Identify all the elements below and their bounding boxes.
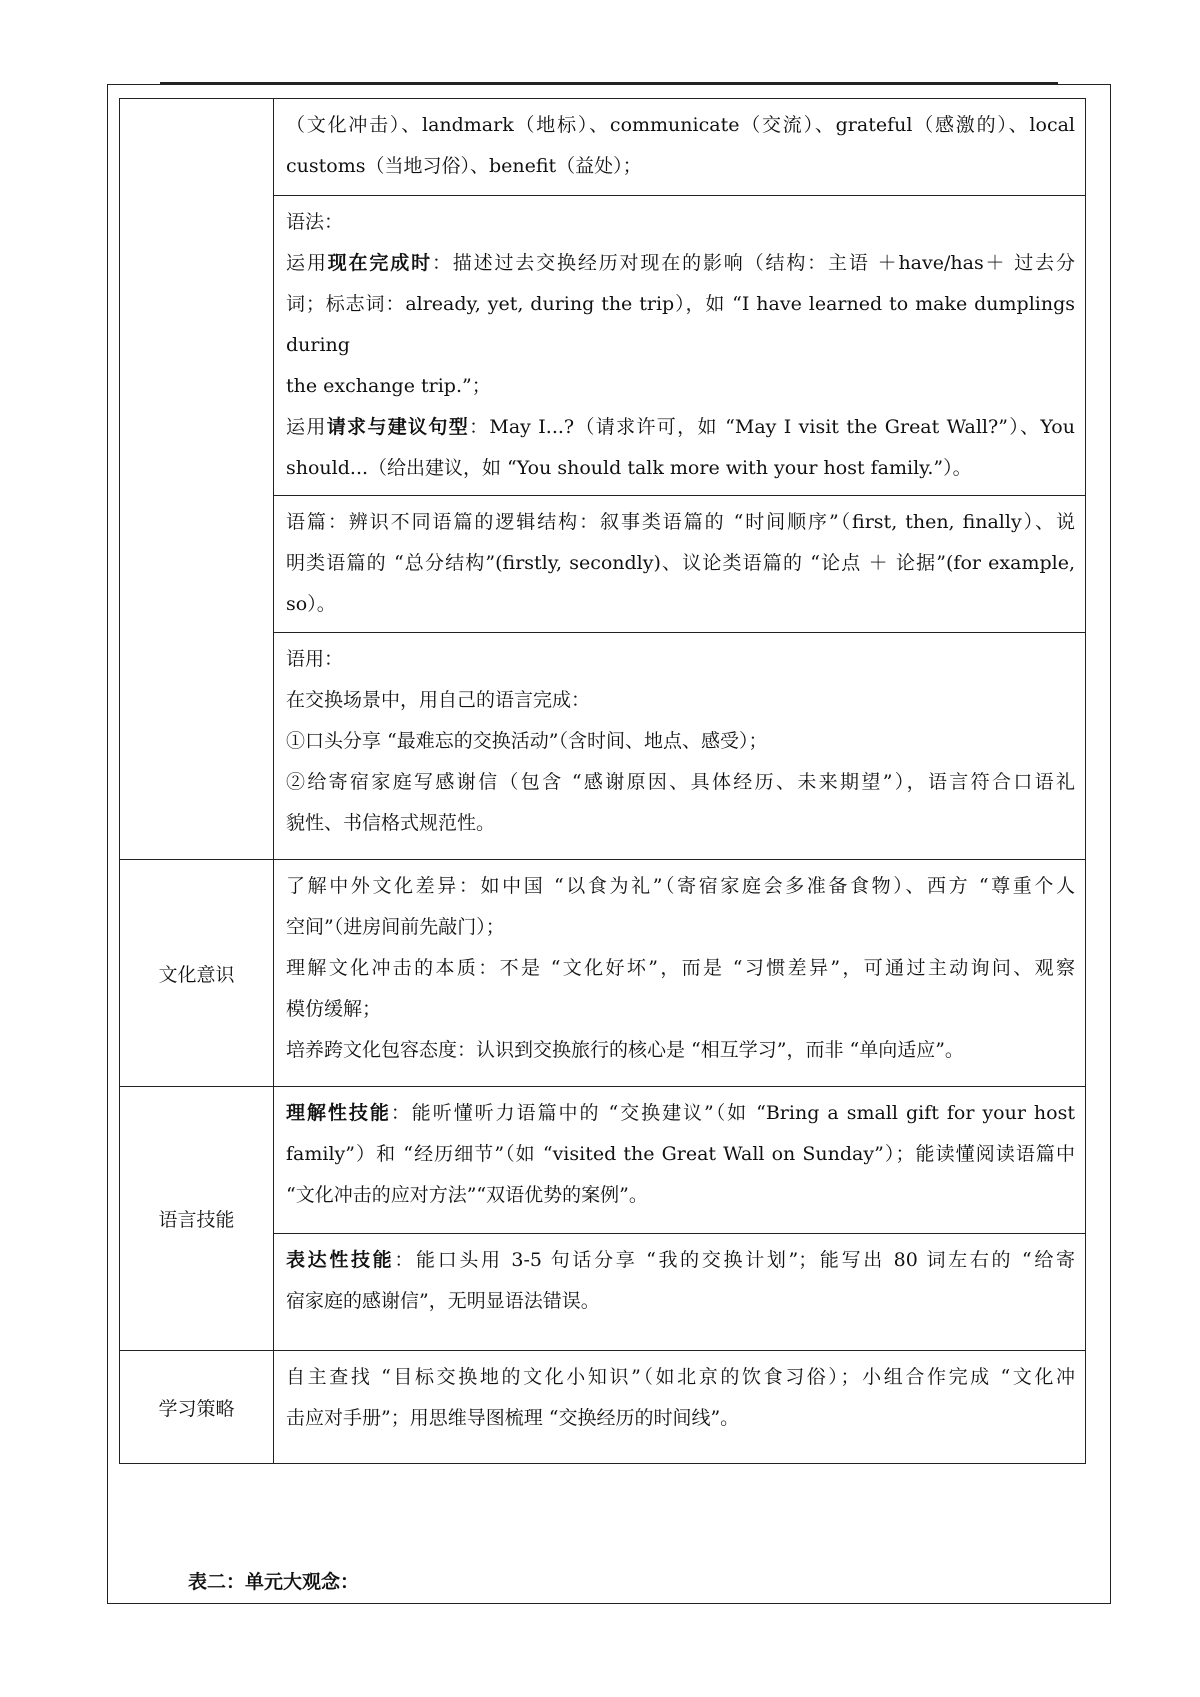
- table-2-caption: 表二：单元大观念：: [188, 1571, 360, 1593]
- vocab-line-2: customs（当地习俗）、benefit（益处）；: [286, 155, 642, 177]
- strategy-cell: [274, 1351, 1086, 1464]
- discourse-line-2: 明类语篇的 “总分结构”(firstly, secondly)、议论类语篇的 “论点 ＋ 论据”(for example,: [286, 552, 1075, 574]
- culture-line-2: 空间”（进房间前先敲门）；: [286, 916, 505, 938]
- pragmatics-line-3: ②给寄宿家庭写感谢信（包含 “感谢原因、具体经历、未来期望”），语言符合口语礼: [286, 771, 1075, 793]
- vocabulary-cell: [274, 99, 1086, 196]
- skills-comp-rest: ：能听懂听力语篇中的 “交换建议”（如 “Bring a small gift for your host: [390, 1102, 1075, 1124]
- discourse-line-1: 语篇：辨识不同语篇的逻辑结构：叙事类语篇的 “时间顺序”（first, then, finally）、说: [286, 511, 1075, 533]
- grammar-heading: 语法：: [286, 211, 344, 233]
- grammar-p1-line-2: 词；标志词：already, yet, during the trip），如 “I have learned to make dumplings during: [286, 293, 1075, 356]
- grammar-p1-bold: 现在完成时: [327, 252, 432, 274]
- language-knowledge-row: [120, 99, 1086, 196]
- pragmatics-line-1: 在交换场景中，用自己的语言完成：: [286, 689, 591, 711]
- grammar-p1-rest: ：描述过去交换经历对现在的影响（结构：主语 ＋have/has＋ 过去分: [431, 252, 1075, 274]
- skills-comp-line-2: family”）和 “经历细节”（如 “visited the Great Wall on Sunday”）；能读懂阅读语篇中: [286, 1143, 1075, 1165]
- skills-comprehension-cell: [274, 1087, 1086, 1234]
- language-knowledge-label-cell: [120, 99, 274, 860]
- strategy-line-2: 击应对手册”；用思维导图梳理 “交换经历的时间线”。: [286, 1407, 740, 1429]
- discourse-line-3: so）。: [286, 593, 336, 615]
- skills-expr-rest: ：能口头用 3-5 句话分享 “我的交换计划”；能写出 80 词左右的 “给寄: [394, 1249, 1075, 1271]
- culture-row: [120, 860, 1086, 1087]
- culture-cell: [274, 860, 1086, 1087]
- vocab-line-1: （文化冲击）、landmark（地标）、communicate（交流）、grateful（感激的）、local: [286, 114, 1075, 136]
- pragmatics-heading: 语用：: [286, 648, 344, 670]
- grammar-cell: [274, 196, 1086, 496]
- strategy-row: [120, 1351, 1086, 1464]
- pragmatics-line-4: 貌性、书信格式规范性。: [286, 812, 496, 834]
- skills-comp-line-1: [286, 1093, 1075, 1134]
- culture-line-5: 培养跨文化包容态度：认识到交换旅行的核心是 “相互学习”，而非 “单向适应”。: [286, 1039, 964, 1061]
- grammar-p1-prefix: 运用: [286, 252, 328, 274]
- grammar-p2-line-1: [286, 407, 1075, 448]
- culture-line-4: 模仿缓解；: [286, 998, 382, 1020]
- pragmatics-line-2: ①口头分享 “最难忘的交换活动”（含时间、地点、感受）；: [286, 730, 768, 752]
- grammar-p2-prefix: 运用: [286, 416, 327, 438]
- pragmatics-cell: [274, 633, 1086, 860]
- strategy-label: 学习策略: [120, 1351, 274, 1464]
- skills-expression-cell: [274, 1234, 1086, 1351]
- grammar-p2-bold: 请求与建议句型: [326, 416, 470, 438]
- skills-expr-bold: 表达性技能: [286, 1249, 395, 1271]
- culture-line-1: 了解中外文化差异：如中国 “以食为礼”（寄宿家庭会多准备食物）、西方 “尊重个人: [286, 875, 1075, 897]
- grammar-p1-line-3: the exchange trip.”；: [286, 375, 491, 397]
- skills-comp-bold: 理解性技能: [286, 1102, 391, 1124]
- skills-expr-line-2: 宿家庭的感谢信”，无明显语法错误。: [286, 1290, 600, 1312]
- skills-comp-line-3: “文化冲击的应对方法”“双语优势的案例”。: [286, 1184, 648, 1206]
- grammar-p2-line-2: should...（给出建议，如 “You should talk more with your host family.”）。: [286, 457, 972, 479]
- culture-label: 文化意识: [120, 860, 274, 1087]
- culture-line-3: 理解文化冲击的本质：不是 “文化好坏”，而是 “习惯差异”，可通过主动询问、观察: [286, 957, 1075, 979]
- grammar-p1-line-1: [286, 243, 1075, 284]
- unit-objectives-table: [119, 98, 1086, 1464]
- skills-label: 语言技能: [120, 1087, 274, 1351]
- strategy-line-1: 自主查找 “目标交换地的文化小知识”（如北京的饮食习俗）；小组合作完成 “文化冲: [286, 1366, 1075, 1388]
- skills-comprehension-row: [120, 1087, 1086, 1234]
- skills-expr-line-1: [286, 1240, 1075, 1281]
- discourse-cell: [274, 496, 1086, 633]
- grammar-p2-rest: ：May I...?（请求许可，如 “May I visit the Great Wall?”）、You: [469, 416, 1075, 438]
